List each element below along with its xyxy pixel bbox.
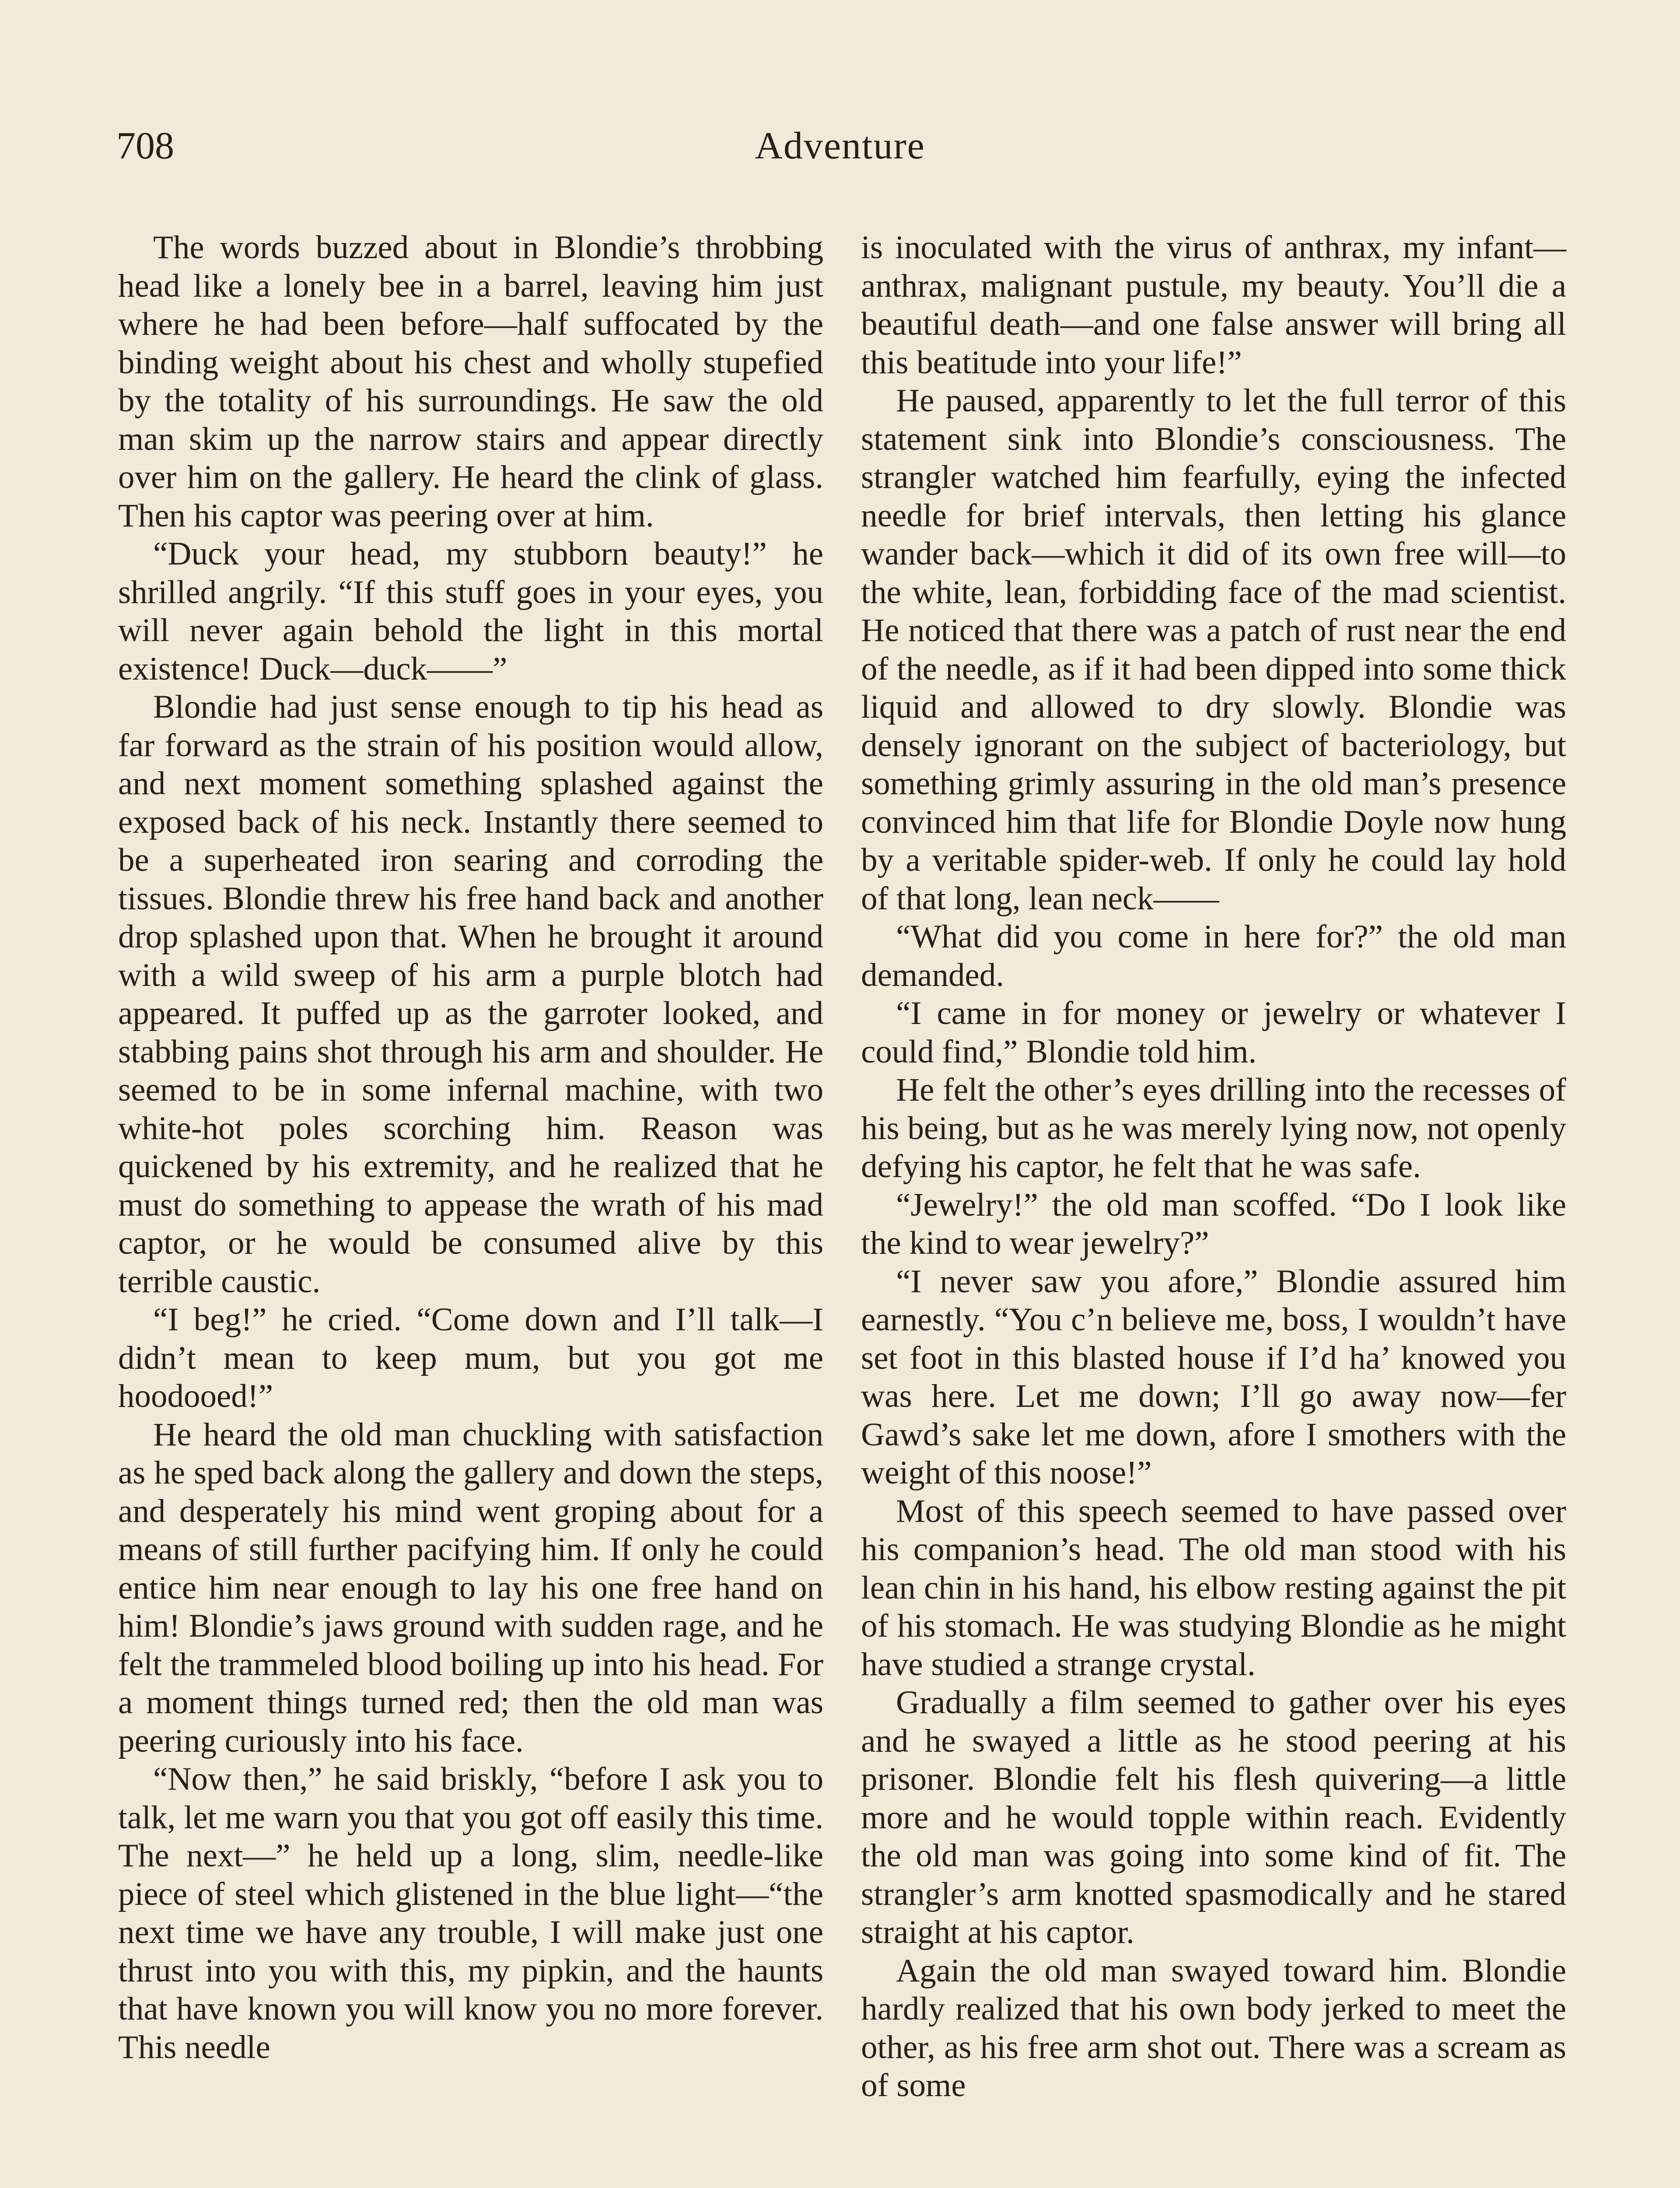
paragraph: “I came in for money or jewelry or whatever I could find,” Blondie told him. — [861, 995, 1566, 1070]
paragraph: The words buzzed about in Blondie’s throbbing head like a lonely bee in a barrel, leaving him just where he had been before—half suffocated by the binding weight about his chest and wholly stupefied by the totality of his surroundings. He saw the old man skim up the narrow stairs and appear directly over him on the gallery. He heard the clink of glass. Then his captor was peering over at him. — [118, 229, 823, 534]
paragraph: “I never saw you afore,” Blondie assured him earnestly. “You c’n believe me, boss, I wouldn’t have set foot in this blasted house if I’d ha’ knowed you was here. Let me down; I’ll go away now—fer Gawd’s sake let me down, afore I smothers with the weight of this noose!” — [861, 1263, 1566, 1491]
paragraph: “Duck your head, my stubborn beauty!” he shrilled angrily. “If this stuff goes in your eyes, you will never again behold the light in this mortal existence! Duck—duck——” — [118, 536, 823, 687]
paragraph: He paused, apparently to let the full terror of this statement sink into Blondie’s consciousness. The strangler watched him fearfully, eying the infected needle for brief intervals, then letting his glance wander back—which it did of its own free will—to the white, lean, forbidding face of the mad scientist. He noticed that there was a patch of rust near the end of the needle, as if it had been dipped into some thick liquid and allowed to dry slowly. Blondie was densely ignorant on the subject of bacteriology, but something grimly assuring in the old man’s presence convinced him that life for Blondie Doyle now hung by a veritable spider-web. If only he could lay hold of that long, lean neck—— — [861, 382, 1566, 917]
paragraph: “I beg!” he cried. “Come down and I’ll talk—I didn’t mean to keep mum, but you got me hoodooed!” — [118, 1301, 823, 1414]
paragraph: Gradually a film seemed to gather over his eyes and he swayed a little as he stood peering at his prisoner. Blondie felt his flesh quivering—a little more and he would topple within reach. Evidently the old man was going into some kind of fit. The strangler’s arm knotted spasmodically and he stared straight at his captor. — [861, 1684, 1566, 1950]
paragraph: He heard the old man chuckling with satisfaction as he sped back along the gallery and down the steps, and desperately his mind went groping about for a means of still further pacifying him. If only he could entice him near enough to lay his one free hand on him! Blondie’s jaws ground with sudden rage, and he felt the trammeled blood boiling up into his head. For a moment things turned red; then the old man was peering curiously into his face. — [118, 1416, 823, 1759]
right-column — [861, 228, 1566, 2105]
paragraph: “Now then,” he said briskly, “before I ask you to talk, let me warn you that you got off easily this time. The next—” he held up a long, slim, needle-like piece of steel which glistened in the blue light—“the next time we have any trouble, I will make just one thrust into you with this, my pipkin, and the haunts that have known you will know you no more forever. This needle — [118, 1761, 823, 2065]
paragraph-continued: is inoculated with the virus of anthrax, my infant—anthrax, malignant pustule, my beauty. You’ll die a beautiful death—and one false answer will bring all this beatitude into your life!” — [861, 229, 1566, 381]
paragraph: Blondie had just sense enough to tip his head as far forward as the strain of his position would allow, and next moment something splashed against the exposed back of his neck. Instantly there seemed to be a superheated iron searing and corroding the tissues. Blondie threw his free hand back and another drop splashed upon that. When he brought it around with a wild sweep of his arm a purple blotch had appeared. It puffed up as the garroter looked, and stabbing pains shot through his arm and shoulder. He seemed to be in some infernal machine, with two white-hot poles scorching him. Reason was quickened by his extremity, and he realized that he must do something to appease the wrath of his mad captor, or he would be consumed alive by this terrible caustic. — [118, 689, 823, 1300]
paragraph: Again the old man swayed toward him. Blondie hardly realized that his own body jerked to meet the other, as his free arm shot out. There was a scream as of some — [861, 1952, 1566, 2104]
paragraph: Most of this speech seemed to have passed over his companion’s head. The old man stood with his lean chin in his hand, his elbow resting against the pit of his stomach. He was studying Blondie as he might have studied a strange crystal. — [861, 1493, 1566, 1683]
page-number: 708 — [116, 125, 174, 167]
paragraph: He felt the other’s eyes drilling into the recesses of his being, but as he was merely lying now, not openly defying his captor, he felt that he was safe. — [861, 1072, 1566, 1185]
paragraph: “Jewelry!” the old man scoffed. “Do I look like the kind to wear jewelry?” — [861, 1186, 1566, 1261]
paragraph: “What did you come in here for?” the old man demanded. — [861, 919, 1566, 993]
running-head: Adventure — [755, 125, 925, 167]
left-column — [118, 228, 823, 2066]
